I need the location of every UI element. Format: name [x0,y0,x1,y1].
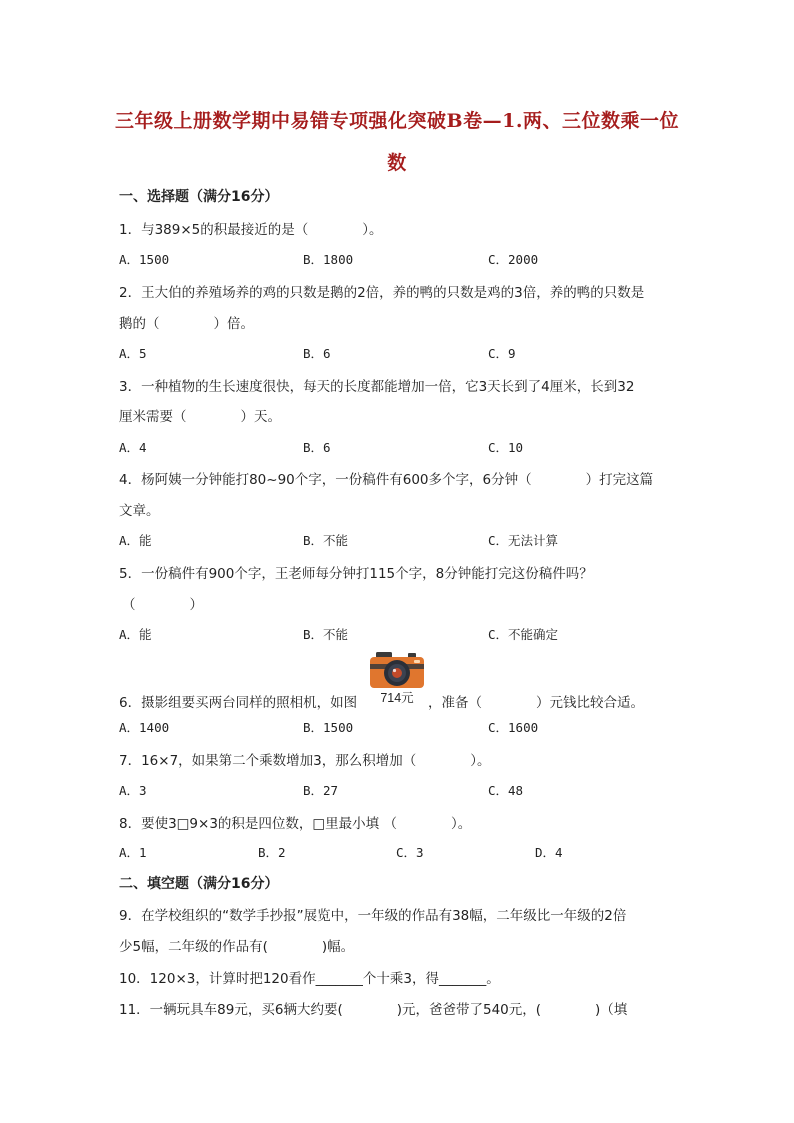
question-6-text-before: 6．摄影组要买两台同样的照相机，如图 [119,695,358,711]
question-7-text: 7．16×7，如果第二个乘数增加3，那么积增加（ ）。 [119,753,491,769]
question-4-text-line1: 4．杨阿姨一分钟能打80~90个字，一份稿件有600多个字，6分钟（ ）打完这篇 [119,472,654,488]
question-2-text-line2: 鹅的（ ）倍。 [119,316,254,332]
question-3-option-c: C．10 [488,440,524,455]
question-3-text-line1: 3．一种植物的生长速度很快，每天的长度都能增加一倍，它3天长到了4厘米，长到32 [119,379,635,395]
question-3-option-b: B．6 [303,440,331,455]
page-title-line1: 三年级上册数学期中易错专项强化突破B卷—1.两、三位数乘一位 [115,110,679,132]
question-6-option-b: B．1500 [303,720,354,735]
question-5-text-line1: 5．一份稿件有900个字，王老师每分钟打115个字，8分钟能打完这份稿件吗？ [119,566,593,582]
question-11-text: 11．一辆玩具车89元，买6辆大约要( )元，爸爸带了540元，( )（填 [119,1002,628,1018]
camera-price-label: 714元 [380,691,414,705]
question-3-option-a: A．4 [119,440,147,455]
question-3-text-line2: 厘米需要（ ）天。 [119,409,281,425]
page-title-line2: 数 [387,152,407,174]
question-5-option-b: B．不能 [303,627,349,642]
question-4-option-a: A．能 [119,533,152,548]
question-2-option-a: A．5 [119,346,147,361]
question-9-text-line2: 少5幅，二年级的作品有( )幅。 [119,939,355,955]
question-2-text-line1: 2．王大伯的养殖场养的鸡的只数是鹅的2倍，养的鸭的只数是鸡的3倍，养的鸭的只数是 [119,285,645,301]
camera-icon [368,651,426,691]
question-1-option-b: B．1800 [303,252,354,267]
question-1-text: 1．与389×5的积最接近的是（ ）。 [119,222,383,238]
camera-figure [368,651,426,707]
question-5-option-c: C．不能确定 [488,627,559,642]
question-8-option-c: C．3 [396,845,424,860]
question-4-text-line2: 文章。 [119,503,160,519]
question-1-option-c: C．2000 [488,252,539,267]
question-8-option-b: B．2 [258,845,286,860]
section-heading-choice: 一、选择题（满分16分） [119,189,279,205]
question-8-option-d: D．4 [535,845,563,860]
question-6-text-after: ，准备（ ）元钱比较合适。 [428,695,644,711]
question-9-text-line1: 9．在学校组织的“数学手抄报”展览中，一年级的作品有38幅，二年级比一年级的2倍 [119,908,627,924]
question-1-option-a: A．1500 [119,252,170,267]
question-8-option-a: A．1 [119,845,147,860]
question-6-option-c: C．1600 [488,720,539,735]
question-2-option-c: C．9 [488,346,516,361]
question-5-text-line2: （ ） [122,597,203,613]
question-7-option-a: A．3 [119,783,147,798]
question-2-option-b: B．6 [303,346,331,361]
question-5-option-a: A．能 [119,627,152,642]
question-8-text: 8．要使3□9×3的积是四位数，□里最小填 （ ）。 [119,816,472,832]
question-7-option-b: B．27 [303,783,339,798]
question-4-option-c: C．无法计算 [488,533,559,548]
question-10-text: 10．120×3，计算时把120看作_______个十乘3，得_______。 [119,971,500,987]
question-4-option-b: B．不能 [303,533,349,548]
section-heading-fill: 二、填空题（满分16分） [119,876,279,892]
question-7-option-c: C．48 [488,783,524,798]
question-6-option-a: A．1400 [119,720,170,735]
